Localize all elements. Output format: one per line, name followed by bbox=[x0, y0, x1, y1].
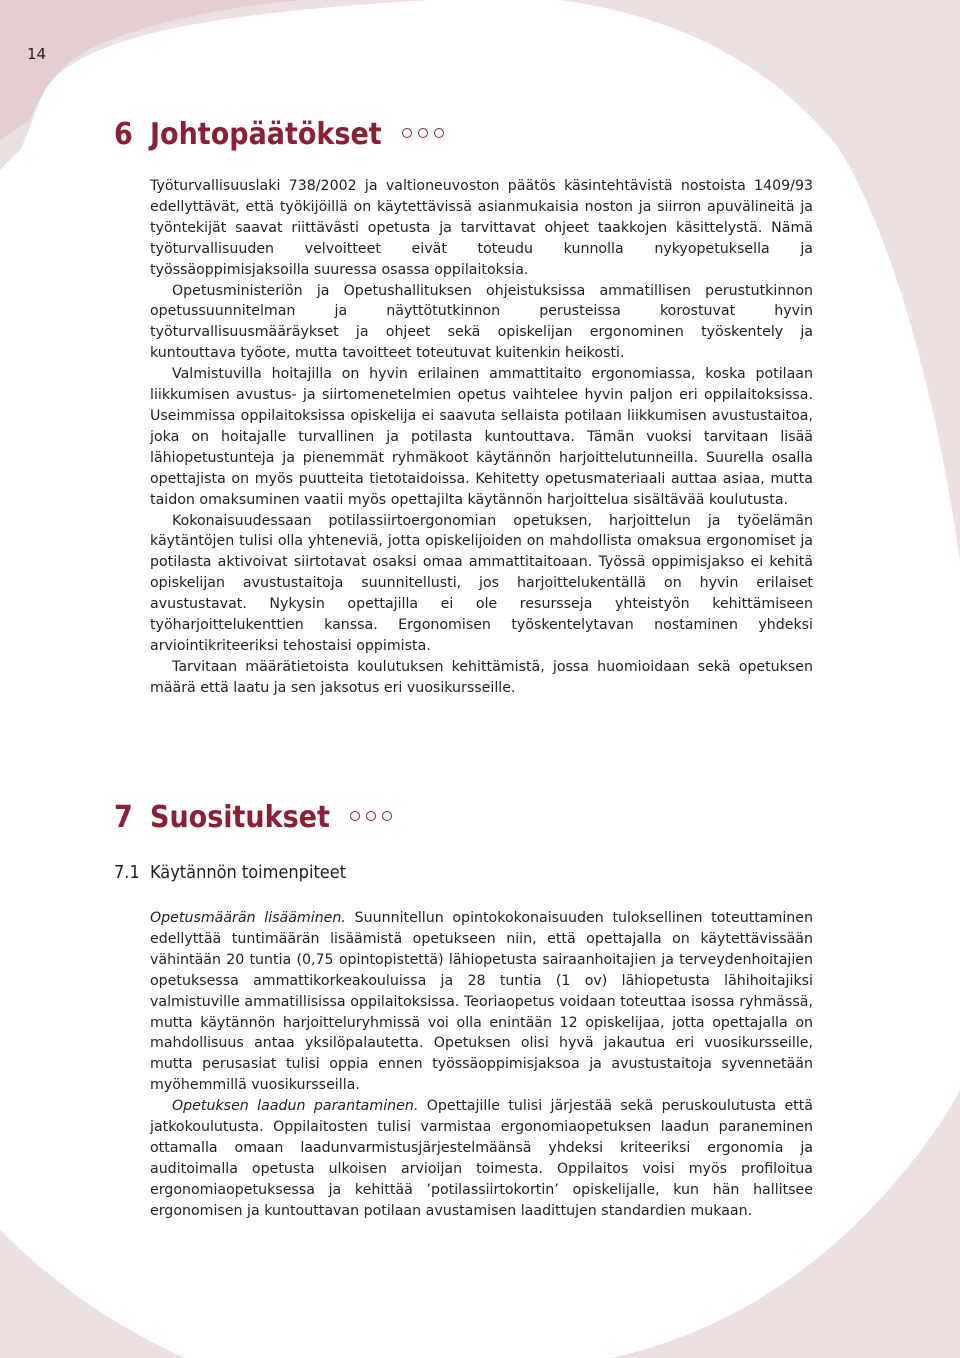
paragraph: Tarvitaan määrätietoista koulutuksen kehittämistä, jossa huomioidaan sekä opetuksen määrä että laatu ja sen jaksotus eri vuosikursseille. bbox=[150, 658, 813, 696]
recommendation-paragraph bbox=[150, 1096, 813, 1221]
recommendation-lead: Opetusmäärän lisääminen. bbox=[150, 910, 346, 926]
paragraph: Opetusministeriön ja Opetushallituksen ohjeistuksissa ammatillisen perustutkinnon opetussuunnitelman ja näyttötutkinnon perusteissa korostuvat hyvin työturvallisuusmääräykset ja ohjeet sekä opiskelijan ergonominen työskentely ja kuntouttava työote, mutta tavoitteet toteutuvat kuitenkin heikosti. bbox=[150, 282, 813, 362]
section-heading-6 bbox=[114, 117, 450, 153]
recommendation-paragraph bbox=[150, 908, 813, 1096]
decorative-dots-icon bbox=[402, 118, 450, 153]
section-number: 6 bbox=[114, 117, 133, 152]
section-heading-7 bbox=[114, 800, 398, 836]
paragraph: Työturvallisuuslaki 738/2002 ja valtioneuvoston päätös käsintehtävistä nostoista 1409/93 edellyttävät, että työkijöillä on käytettävissä asianmukaisia noston ja siirron apuvälineitä ja työntekijät saavat riittävästi opetusta ja tarvittavat ohjeet taakkojen käsittelystä. Nämä työturvallisuuden velvoitteet eivät toteudu kunnolla nykyopetuksella ja työssäoppimisjaksoilla suuressa osassa oppilaitoksia. bbox=[150, 178, 813, 278]
recommendation-text: Opettajille tulisi järjestää sekä peruskoulutusta että jatkokoulutusta. Oppilaitosten tulisi varmistaa ergonomiaopetuksen laadun paraneminen ottamalla omaan laadunvarmistusjärjestelmäänsä yhdeksi kriteeriksi ergonomia ja auditoimalla opetusta ulkoisen arvioijan toimesta. Oppilaitos voisi myös profiloitua ergonomiaopetuksessa ja kehittää ’potilassiirtokortin’ opiskelijalle, kun hän hallitsee ergonomisen ja kuntouttavan potilaan avustamisen laadittujen standardien mukaan. bbox=[150, 1098, 813, 1219]
paragraph: Valmistuvilla hoitajilla on hyvin erilainen ammattitaito ergonomiassa, koska potilaan liikkumisen avustus- ja siirtomenetelmien opetus vaihtelee hyvin paljon eri oppilaitoksissa. Useimmissa oppilaitoksissa opiskelija ei saavuta sellaista potilaan liikkumisen avustustaitoa, joka on hoitajalle turvallinen ja potilasta kuntouttava. Tämän vuoksi tarvitaan lisää lähiopetustunteja ja pienemmät ryhmäkoot käytännön harjoittelutunneilla. Suurella osalla opettajista on myös puutteita tietotaidoissa. Kehitetty opetusmateriaali auttaa asiaa, mutta taidon omaksuminen vaatii myös opettajilta käytännön harjoittelua sisältävää koulutusta. bbox=[150, 366, 813, 508]
decorative-dots-icon bbox=[350, 801, 398, 836]
subsection-heading bbox=[114, 862, 346, 883]
paragraph: Kokonaisuudessaan potilassiirtoergonomian opetuksen, harjoittelun ja työelämän käytäntöjen tulisi olla yhteneviä, jotta opiskelijoiden on mahdollista omaksua ergonomiset ja potilasta aktivoivat siirtotavat osaksi omaa ammattitaitoaan. Työssä oppimisjakso ei kehitä opiskelijan avustustaitoja suunnitellusti, jos harjoittelukentällä on hyvin erilaiset avustustavat. Nykysin opettajilla ei ole resursseja yhteistyön kehittämiseen työharjoittelukenttien kanssa. Ergonomisen työskentelytavan nostaminen yhdeksi arviointikriteeriksi tehostaisi oppimista. bbox=[150, 512, 813, 654]
subsection-title: Käytännön toimenpiteet bbox=[150, 862, 347, 883]
section-7-body bbox=[150, 908, 813, 1222]
recommendation-lead: Opetuksen laadun parantaminen. bbox=[172, 1098, 419, 1115]
section-title: Johtopäätökset bbox=[150, 117, 382, 152]
page-number: 14 bbox=[27, 45, 47, 63]
recommendation-text: Suunnitellun opintokokonaisuuden tuloksellinen toteuttaminen edellyttää tuntimäärän lisäämistä opetukseen niin, että opettajalla on käytettävissään vähintään 20 tuntia (0,75 opintopistettä) lähiopetusta sairaanhoitajien ja terveydenhoitajien opetuksessa ammattikorkeakouluissa ja 28 tuntia (1 ov) lähiopetusta lähihoitajiksi valmistuville ammatillisissa oppilaitoksissa. Teoriaopetus voidaan toteuttaa isossa ryhmässä, mutta käytännön harjoitteluryhmissä voi olla enintään 12 opiskelijaa, jotta opettajalla on mahdollisuus antaa yksilöpalautetta. Opetuksen olisi hyvä jakautua eri vuosikursseille, mutta perusasiat tulisi oppia ennen työssäoppimisjaksoa ja avustustaitoja syvennetään myöhemmillä vuosikursseilla. bbox=[150, 910, 814, 1094]
section-6-body bbox=[150, 176, 813, 699]
subsection-number: 7.1 bbox=[114, 862, 140, 883]
section-number: 7 bbox=[114, 800, 133, 835]
section-title: Suositukset bbox=[150, 800, 330, 835]
